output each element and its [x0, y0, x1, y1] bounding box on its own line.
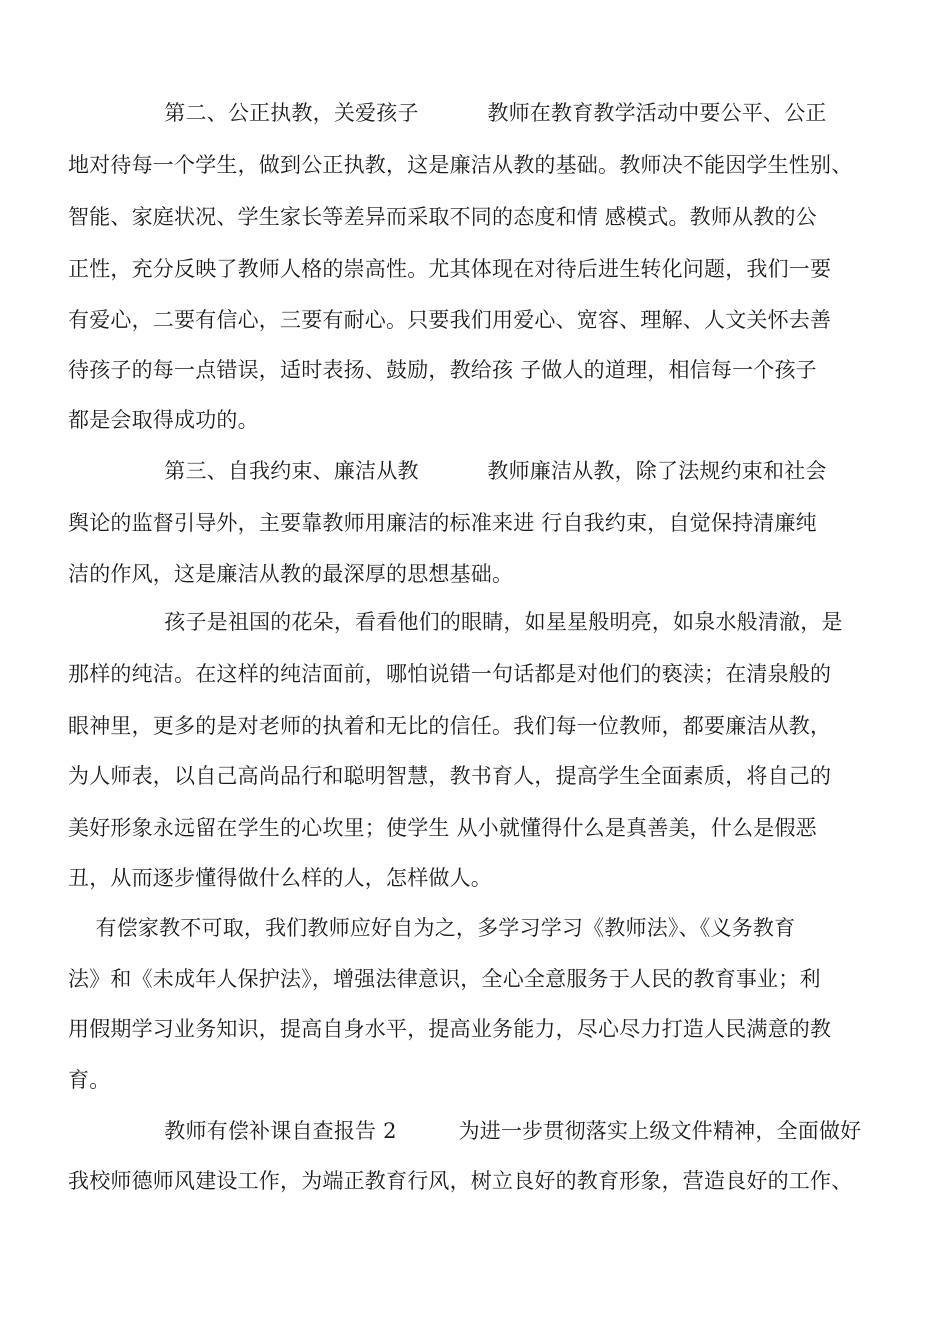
- text-line: 美好形象永远留在学生的心坎里；使学生 从小就懂得什么是真善美，什么是假恶: [68, 816, 817, 840]
- text-line: 地对待每一个学生，做到公正执教，这是廉洁从教的基础。教师决不能因学生性别、: [68, 153, 853, 177]
- text-line: 洁的作风，这是廉洁从教的最深厚的思想基础。: [68, 562, 514, 586]
- text-line: 法》和《未成年人保护法》，增强法律意识，全心全意服务于人民的教育事业；利: [68, 967, 821, 991]
- text-line: 都是会取得成功的。: [68, 408, 259, 432]
- text-line: 第三、自我约束、廉洁从教 教师廉洁从教，除了法规约束和社会: [68, 459, 827, 483]
- text-line: 我校师德师风建设工作，为端正教育行风，树立良好的教育形象，营造良好的工作、: [68, 1169, 853, 1193]
- text-line: 有爱心，二要有信心，三要有耐心。只要我们用爱心、宽容、理解、人文关怀去善: [68, 308, 832, 332]
- text-line: 那样的纯洁。在这样的纯洁面前，哪怕说错一句话都是对他们的亵渎；在清泉般的: [68, 662, 832, 686]
- text-line: 舆论的监督引导外，主要靠教师用廉洁的标准来进 行自我约束，自觉保持清廉纯: [68, 511, 817, 535]
- text-line: 智能、家庭状况、学生家长等差异而采取不同的态度和情 感模式。教师从教的公: [68, 205, 817, 229]
- text-line: 教师有偿补课自查报告 2 为进一步贯彻落实上级文件精神，全面做好: [68, 1119, 862, 1143]
- text-line: 待孩子的每一点错误，适时表扬、鼓励，教给孩 子做人的道理，相信每一个孩子: [68, 358, 817, 382]
- text-line: 用假期学习业务知识，提高自身水平，提高业务能力，尽心尽力打造人民满意的教: [68, 1017, 832, 1041]
- text-line: 正性，充分反映了教师人格的崇高性。尤其体现在对待后进生转化问题，我们一要: [68, 257, 832, 281]
- text-line: 育。: [68, 1068, 111, 1092]
- text-line: 为人师表，以自己高尚品行和聪明智慧，教书育人，提高学生全面素质，将自己的: [68, 764, 832, 788]
- text-line: 丑，从而逐步懂得做什么样的人，怎样做人。: [68, 866, 492, 890]
- text-line: 第二、公正执教，关爱孩子 教师在教育教学活动中要公平、公正: [68, 101, 827, 125]
- text-line: 有偿家教不可取，我们教师应好自为之，多学习学习《教师法》、《义务教育: [68, 916, 796, 940]
- text-line: 眼神里，更多的是对老师的执着和无比的信任。我们每一位教师，都要廉洁从教，: [68, 714, 832, 738]
- text-line: 孩子是祖国的花朵，看看他们的眼睛，如星星般明亮，如泉水般清澈，是: [68, 610, 843, 634]
